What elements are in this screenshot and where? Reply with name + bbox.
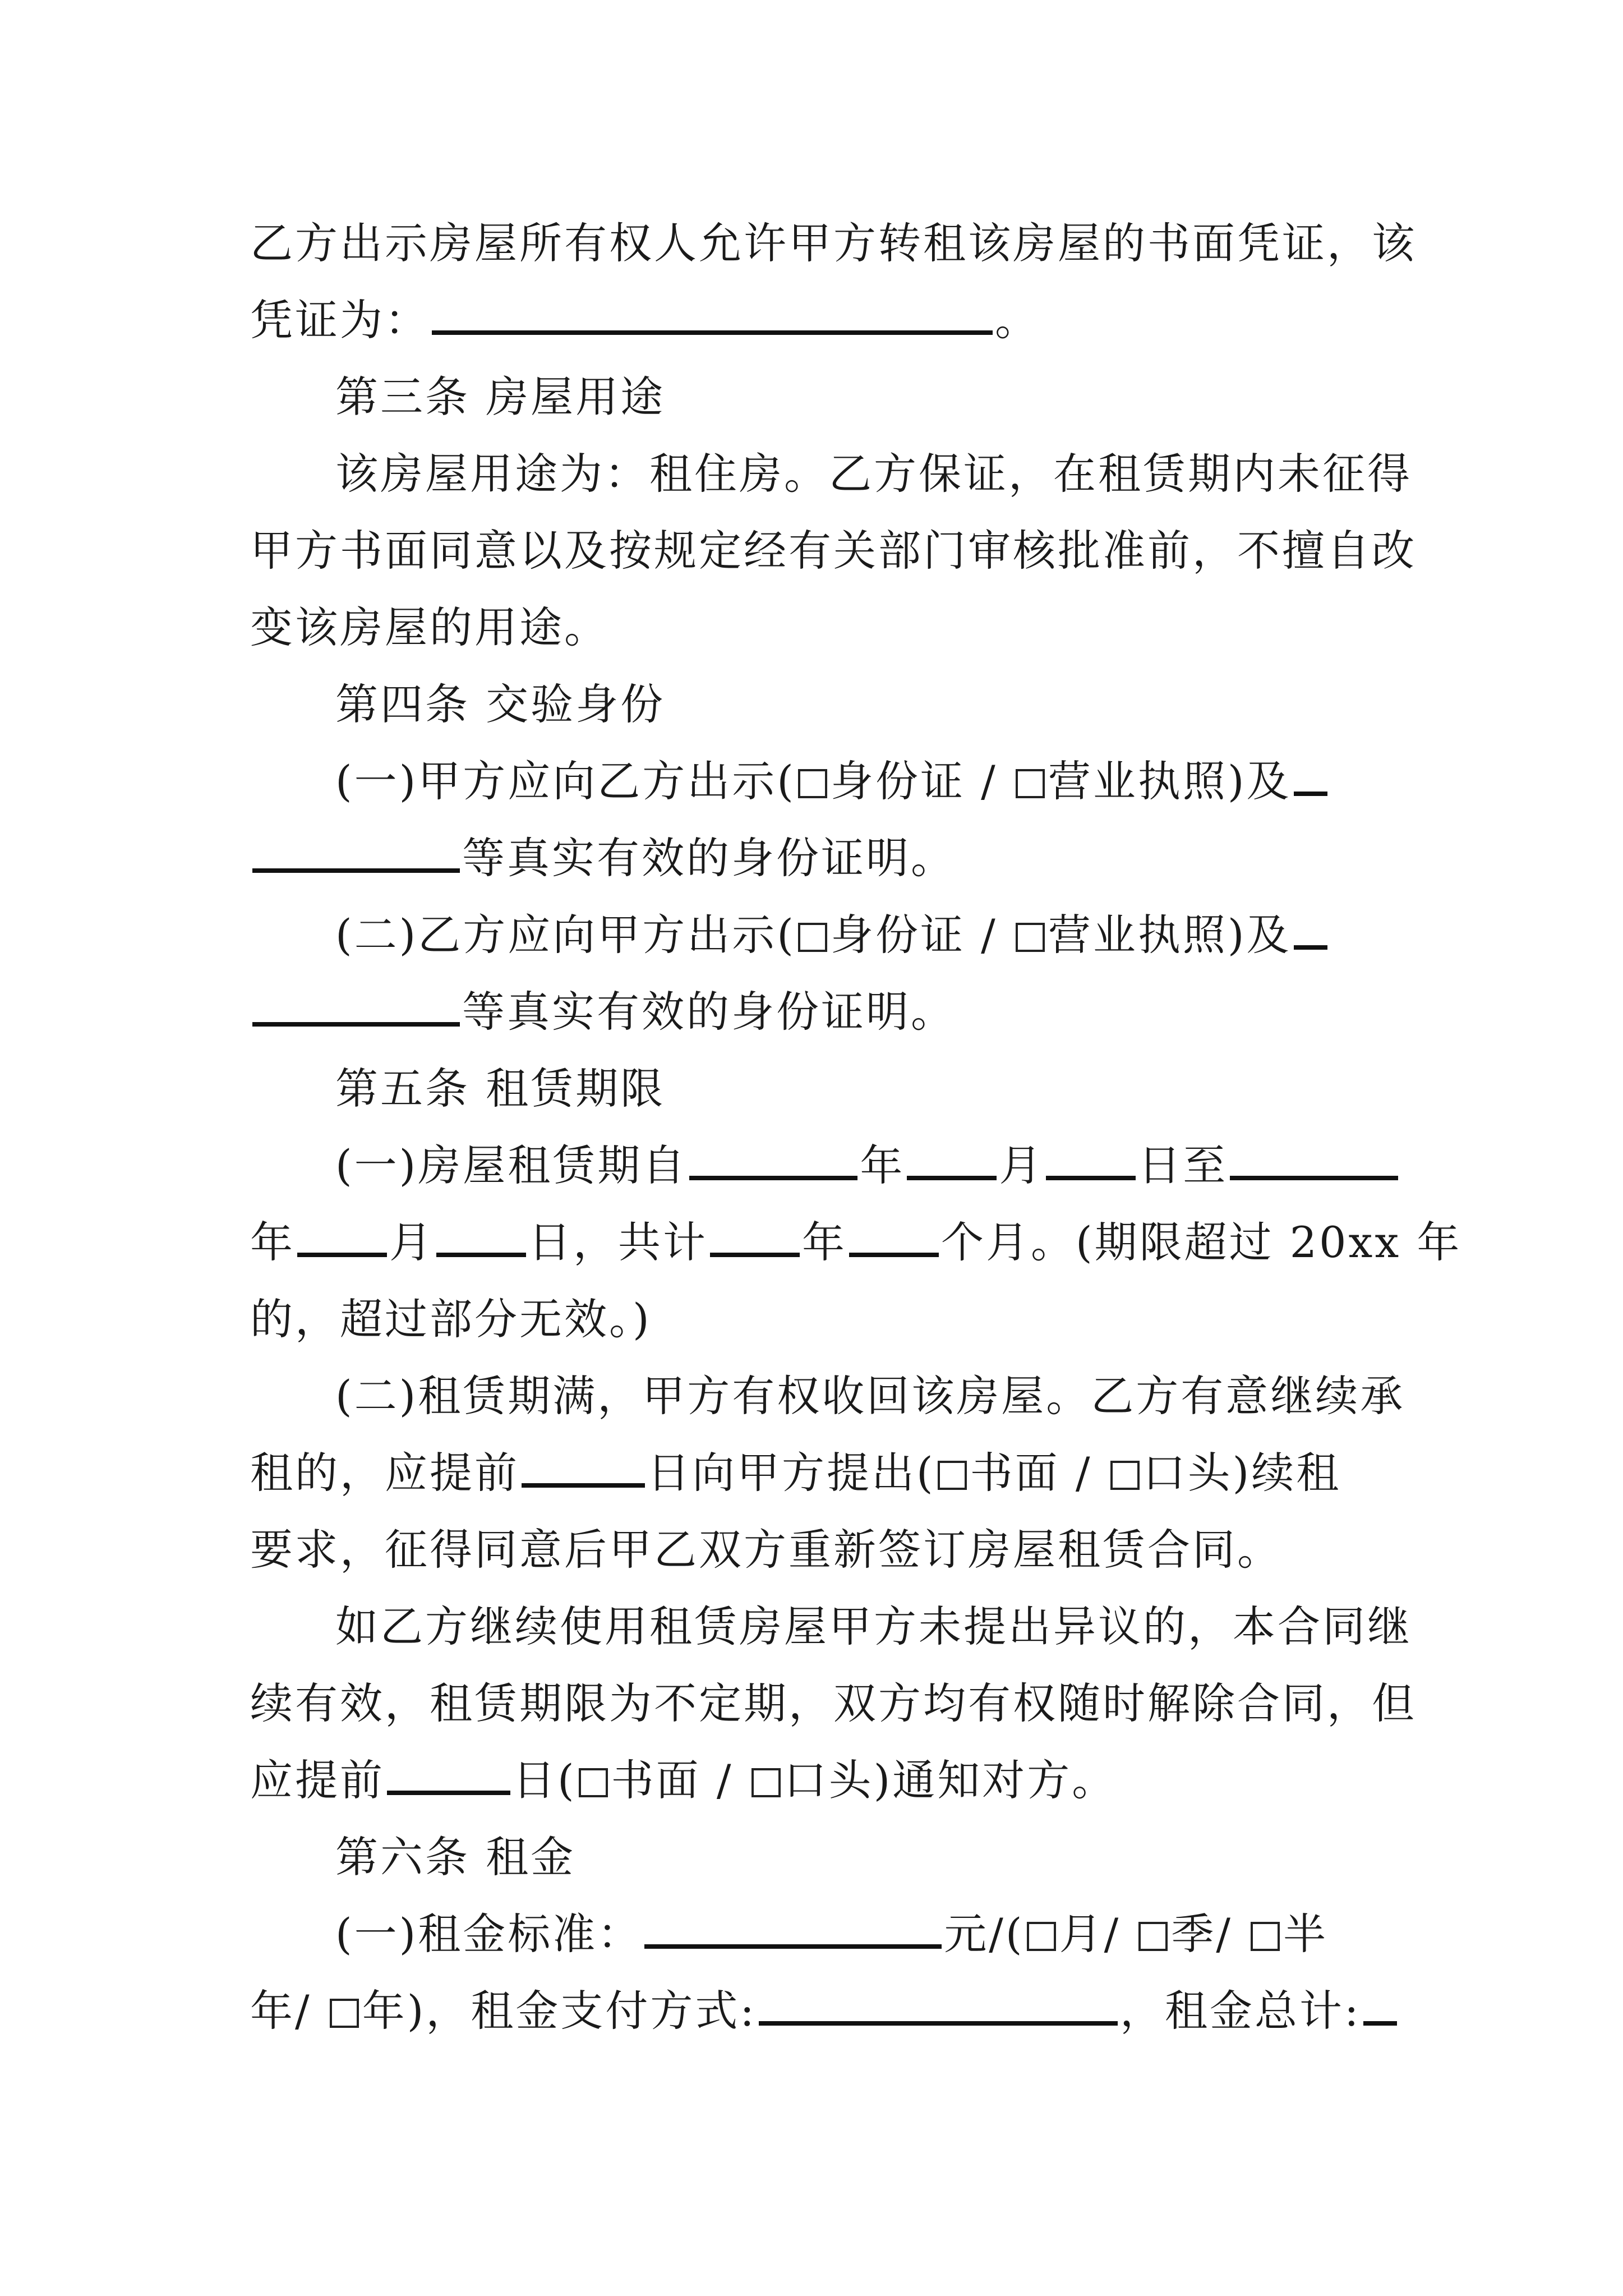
- fill-in-blank[interactable]: [710, 1219, 800, 1257]
- checkbox[interactable]: [1138, 1922, 1168, 1951]
- checkbox[interactable]: [798, 923, 827, 952]
- fill-in-blank[interactable]: [252, 835, 460, 873]
- paragraph-line: [250, 1588, 1412, 1665]
- paragraph-line: [250, 589, 1383, 666]
- text: 日(: [513, 1755, 577, 1805]
- text: 续有效，租赁期限为不定期，双方均有权随时解除合同，但: [250, 1678, 1417, 1728]
- fill-in-blank[interactable]: [1294, 912, 1327, 950]
- text: 年: [802, 1217, 847, 1267]
- text: 年/: [250, 1986, 328, 2036]
- text: 半: [1283, 1909, 1329, 1959]
- checkbox[interactable]: [579, 1768, 608, 1797]
- fill-in-blank[interactable]: [907, 1142, 997, 1180]
- fill-in-blank[interactable]: [297, 1219, 387, 1257]
- text: ，租金总计:: [1120, 1986, 1361, 2036]
- fill-in-blank[interactable]: [1294, 758, 1327, 796]
- text: 营业执照)及: [1048, 756, 1292, 806]
- article-heading: [250, 666, 1383, 743]
- fill-in-blank[interactable]: [644, 1911, 942, 1949]
- paragraph-line: [250, 282, 1383, 358]
- fill-in-blank[interactable]: [849, 1219, 939, 1257]
- checkbox[interactable]: [1016, 769, 1045, 798]
- text: 应提前: [250, 1755, 385, 1805]
- checkbox[interactable]: [798, 769, 827, 798]
- text: 年: [250, 1217, 295, 1267]
- paragraph-line: [250, 512, 1417, 589]
- paragraph-line: [250, 435, 1412, 512]
- fill-in-blank[interactable]: [522, 1450, 645, 1488]
- text: 月: [389, 1217, 434, 1267]
- text: 书面 /: [611, 1755, 749, 1805]
- checkbox[interactable]: [1251, 1922, 1280, 1951]
- paragraph-line: [250, 820, 1383, 896]
- fill-in-blank[interactable]: [387, 1757, 510, 1795]
- checkbox[interactable]: [938, 1461, 967, 1490]
- text: 凭证为：: [250, 295, 430, 345]
- text: 日向甲方提出(: [647, 1448, 935, 1498]
- text: 书面 /: [970, 1448, 1108, 1498]
- article-heading: [250, 1050, 1383, 1127]
- paragraph-line: [250, 1204, 1462, 1281]
- paragraph-line: [250, 1511, 1383, 1588]
- fill-in-blank[interactable]: [1230, 1142, 1398, 1180]
- text: 月: [999, 1140, 1044, 1190]
- text: 年: [860, 1140, 905, 1190]
- text: 该房屋用途为：租住房。乙方保证，在租赁期内未征得: [335, 449, 1412, 499]
- text: 口头)续租: [1142, 1448, 1341, 1498]
- text: 乙方出示房屋所有权人允许甲方转租该房屋的书面凭证，该: [250, 218, 1417, 268]
- text: 日至: [1138, 1140, 1228, 1190]
- fill-in-blank[interactable]: [432, 297, 993, 335]
- contract-text: [250, 205, 1462, 2049]
- paragraph-line: [250, 1127, 1383, 1204]
- fill-in-blank[interactable]: [436, 1219, 526, 1257]
- paragraph-line: [250, 1434, 1383, 1511]
- paragraph-line: [250, 1972, 1383, 2049]
- fill-in-blank[interactable]: [1363, 1987, 1397, 2026]
- checkbox[interactable]: [1110, 1461, 1140, 1490]
- heading-text: 第五条 租赁期限: [335, 1064, 666, 1114]
- paragraph-line: [250, 1281, 1383, 1358]
- paragraph-line: [250, 896, 1383, 973]
- checkbox[interactable]: [751, 1768, 781, 1797]
- text: 身份证 /: [830, 910, 1013, 960]
- text: 季/: [1171, 1909, 1249, 1959]
- heading-text: 第四条 交验身份: [335, 679, 666, 729]
- text: (一)租金标准：: [335, 1909, 643, 1959]
- fill-in-blank[interactable]: [689, 1142, 857, 1180]
- text: 日，共计: [528, 1217, 708, 1267]
- paragraph-line: [250, 1358, 1405, 1434]
- text: 如乙方继续使用租赁房屋甲方未提出异议的，本合同继: [335, 1602, 1412, 1651]
- heading-text: 第六条 租金: [335, 1832, 576, 1882]
- paragraph-line: [250, 205, 1417, 282]
- paragraph-line: [250, 1895, 1383, 1972]
- paragraph-line: [250, 1742, 1383, 1819]
- text: 等真实有效的身份证明。: [462, 987, 956, 1037]
- paragraph-line: [250, 1665, 1417, 1742]
- text: 等真实有效的身份证明。: [462, 833, 956, 883]
- text: 要求，征得同意后甲乙双方重新签订房屋租赁合同。: [250, 1525, 1282, 1575]
- article-heading: [250, 358, 1383, 435]
- text: 甲方书面同意以及按规定经有关部门审核批准前，不擅自改: [250, 526, 1417, 576]
- checkbox[interactable]: [1027, 1922, 1056, 1951]
- checkbox[interactable]: [330, 1999, 359, 2028]
- fill-in-blank[interactable]: [252, 988, 460, 1027]
- text: 年)，租金支付方式:: [362, 1986, 757, 2036]
- text: (二)乙方应向甲方出示(: [335, 910, 796, 960]
- text: 。: [995, 295, 1040, 345]
- text: 月/: [1059, 1909, 1137, 1959]
- text: 变该房屋的用途。: [250, 602, 609, 652]
- text: 营业执照)及: [1048, 910, 1292, 960]
- paragraph-line: [250, 743, 1383, 820]
- text: 的，超过部分无效。): [250, 1294, 652, 1344]
- heading-text: 第三条 房屋用途: [335, 372, 666, 422]
- fill-in-blank[interactable]: [1046, 1142, 1136, 1180]
- text: 口头)通知对方。: [783, 1755, 1117, 1805]
- text: (二)租赁期满，甲方有权收回该房屋。乙方有意继续承: [335, 1371, 1405, 1421]
- checkbox[interactable]: [1016, 923, 1045, 952]
- fill-in-blank[interactable]: [759, 1987, 1118, 2026]
- text: 元/(: [944, 1909, 1025, 1959]
- text: 身份证 /: [830, 756, 1013, 806]
- article-heading: [250, 1819, 1383, 1895]
- paragraph-line: [250, 973, 1383, 1050]
- text: (一)房屋租赁期自: [335, 1140, 688, 1190]
- text: 个月。(期限超过 20xx 年: [941, 1217, 1462, 1267]
- text: 租的，应提前: [250, 1448, 519, 1498]
- text: (一)甲方应向乙方出示(: [335, 756, 796, 806]
